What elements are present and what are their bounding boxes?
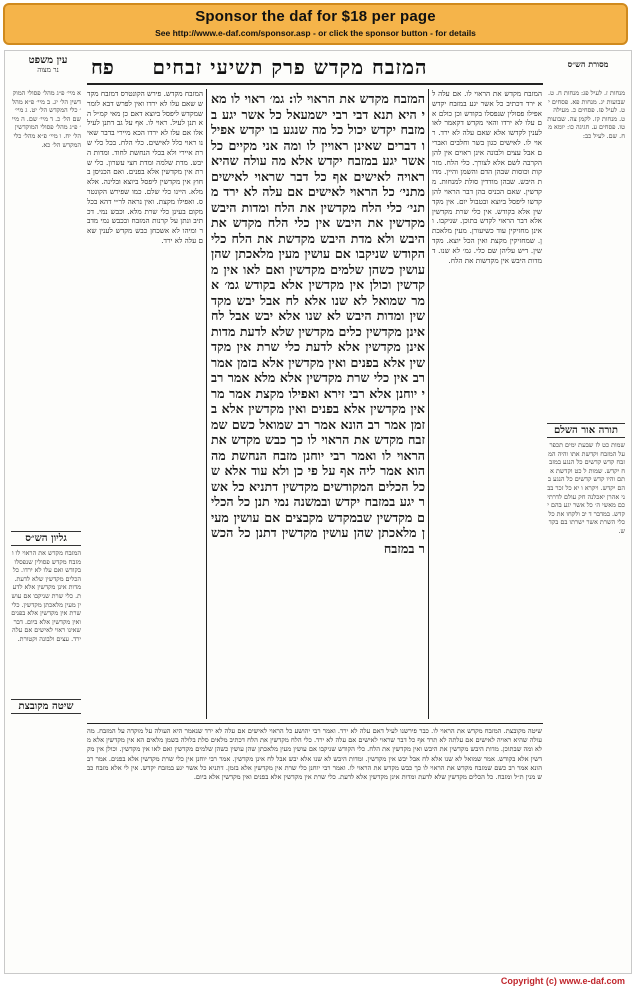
left-margin-references: א מיי׳ פ״ג מהל׳ פסולי המוקדשין הל׳ יג. ב מיי׳ פ״א מהל׳ כלי המקדש הל׳ יט. ג מיי׳ שם הל׳ כ. ד מיי׳ שם. ה מיי׳ פ״ג מהל׳ פסולי המוקדשין הל׳ יח. ו מיי׳ פ״א מהל׳ כלי המקדש הל׳ כא. (11, 89, 81, 149)
right-margin-masoret: מנחות ז. לעיל פג: מנחות ח. ט. שבועות יג. מנחות פא. פסחים יט. לעיל פז. פסחים כ. מעילה ט. מנחות קז. לקמן צה. שבועות טו. פסחים ע. חגיגה כו: יומא מח. שם. לעיל כב: (547, 89, 625, 140)
left-box-title-gilyon: גליון הש״ס (11, 531, 81, 546)
header-folio: פח (91, 55, 114, 79)
header-chapter-title: המזבח מקדש פרק תשיעי זבחים (152, 55, 428, 79)
sponsor-subtitle[interactable]: See http://www.e-daf.com/sponsor.asp - or click the sponsor button - for details (155, 28, 476, 38)
left-box-title-shita: שיטה מקובצת (11, 699, 81, 714)
column-divider-right (428, 89, 429, 719)
talmud-page-scan (4, 50, 632, 974)
header-ner-mitzvah: נר מצוה (37, 66, 59, 74)
copyright-link[interactable]: Copyright (c) www.e-daf.com (500, 976, 625, 986)
sponsor-title[interactable]: Sponsor the daf for $18 per page (195, 8, 436, 25)
left-margin-gilyon-text: המזבח מקדש את הראוי לו ומזבח מקדש פסולין שנפסלו בקודש ואם עלו לא ירדו. כל הכלים מקדשין שלא לדעת. מדות אינן מקדשין אלא לדעת. כלי שרת שניקבו אם עושין מעין מלאכתן מקדשין. כלי שרת אין מקדשין אלא בפנים ואין מקדשין אלא ביום. דבר שאינו ראוי לאישים אם עלה ירד. עצים ולבונה וקטורת. (11, 549, 81, 643)
tosafot-column: המזבח מקדש. פירש הקונטרס דמזבח מקדש שאם עלו לא ירדו ואין לפרש דבא לומר שמקדש ליפסל ביוצא דאם כן מאי קמ״ל הא תנן לעיל. ראוי לו. אף על גב דתנן לעיל אלו אם עלו לא ירדו הכא מיירי בדבר שאינו ראוי כלל לאישים. כלי הלח. בכל כלי שרת איירי ולא בכלי הנחשת לחוד. ומדות היבש. מדת שלמה ומדת חצי עשרון. כלי שרת אין מקדשין אלא בפנים. ואם הכניסן בחוץ אין מקדשין ליפסל ביוצא ובלינה. אלא מלא. היינו כלי שלם. כמו שפירש הקונטרס. ואפילו מקצת. ואין נראה לר״י דהא בכל מקום בעינן כלי שרת מלא. וכבש נמי. דכתיב ונתן על קרנות המזבח ובכבש נמי מדבר ומיהו לא אשכחן כבש מקדש לענין שאם עלה לא ירד. (87, 89, 203, 245)
rashi-column: המזבח מקדש את הראוי לו. אם עלה לא ירד דכתיב כל אשר יגע במזבח יקדש אפילו פסולין שנפסלו בקודש וכן כולם אם עלו לא ירדו והאי מקדש דקאמר לאו לענין לקדשו אלא שאם עלה לא ירד. ראוי לו. לאישים כגון בשר וחלבים ואברים אבל עצים ולבונה אינן ראוים אין להן הקרבה לשם אלא לצורך. כלי הלח. מזרקות וכוסות שבהן הדם והשמן והיין. מדות היבש. שבהן מודדין סולת למנחות. מקדשין. שאם הכניס בהן דבר הראוי להן קדשו ליפסל ביוצא ובטבול יום. אין מקדשין אלא בקודש. אין כלי שרת מקדשין אלא דבר הראוי לקדש בתוכן. שניקבו. ואינן מחזיקין עוד כשיעורן. מעין מלאכתן. שמחזיקין מקצת ואין הכל יוצא. מקדשין. דיש עליהן שם כלי. גמ׳ לא שנו. דמדות היבש אין מקדשות את הלח. (432, 89, 542, 265)
header-rule (87, 83, 543, 85)
sponsor-banner[interactable] (3, 3, 628, 45)
header-masoret-hashas: מסורת הש״ס (567, 59, 609, 69)
column-divider-left (206, 89, 207, 719)
header-ein-mishpat: עין משפט (28, 55, 68, 66)
gemara-main-text: המזבח מקדש את הראוי לו: גמ׳ ראוי לו מאי היא תנא דבי רבי ישמעאל כל אשר יגע במזבח יקדש יכול כל מה שנגע בו יקדש אפילו דברים שאינן ראויין לו ומה אני מקיים כל אשר יגע במזבח יקדש אלא מה עולה שהיא ראויה לאישים אף כל דבר שראוי לאישים מתני׳ כל הראוי לאישים אם עלה לא ירד מתני׳ כלי הלח מקדשין את הלח ומדות היבש מקדשין את היבש אין כלי הלח מקדש את היבש ולא מדת היבש מקדשת את הלח כלי הקודש שניקבו אם עושין מעין מלאכתן שהן עושין כשהן שלמים מקדשין ואם לאו אין מקדשין וכולן אין מקדשין אלא בקודש גמ׳ אמר שמואל לא שנו אלא לח אבל יבש מקדשין ומדות היבש לא שנו אלא יבש אבל לח אינן מקדשין כלים מקדשין שלא לדעת מדות אינן מקדשין אלא לדעת כלי שרת אין מקדשין אלא בפנים ואין מקדשין אלא בזמן אמר רב אין כלי שרת מקדשין אלא מלא אמר רבי יוחנן אלא רבי זירא ואפילו מקצת אמר מר אין מקדשין אלא בפנים ואין מקדשין אלא בזמן אמר רב הונא אמר רב שמואל כשם שמזבח מקדש את הראוי לו כך כבש מקדש את הראוי לו ואמר רבי יוחנן מזבח הנחשת מה הוא אמר ליה אף על פי כן ולא עוד אלא שכל הכלים המקודשים מקדשין דתניא כל אשר יגע במזבח יקדש ובמשנה נמי תנן כל הכלים מקדשין שבמקדש מקבצים אם עושין מעין מלאכתן שהן עושין מקדשין דתנן כל הכשר במזבח (211, 91, 425, 556)
right-margin-torah-or-text: שמות כט לז שבעת ימים תכפר על המזבח וקדשת אתו והיה המזבח קדש קדשים כל הנגע במזבח יקדש. שמות ל כט וקדשת אתם והיו קדש קדשים כל הנגע בהם יקדש. ויקרא ו יא כל זכר בבני אהרן יאכלנה חק עולם לדרתיכם מאשי ה׳ כל אשר יגע בהם יקדש. במדבר ד יב ולקחו את כל כלי השרת אשר ישרתו בם בקדש. (547, 441, 625, 535)
right-box-title-torah-or: תורה אור השלם (547, 423, 625, 438)
bottom-band-rule (87, 723, 543, 724)
bottom-commentary: שיטה מקובצת. המזבח מקדש את הראוי לו. כבר פירשנו לעיל דאם עלה לא ירד. ואמר רבי יהושע כל הראוי לאישים אם עלה לא ירד שנאמר היא העולה על מוקדה על המזבח. מה עולה שהיא ראויה לאישים אם עלתה לא תרד אף כל דבר שראוי לאישים אם עלה לא ירד. כלי הלח מקדשין את הלח דכתיב מלאים סלת בלולה בשמן מלאים הא אין מקדשין אלא מלא ומה שבתוכן. מדות היבש מקדשין את היבש ואין מקדשין את הלח. כלי הקודש שניקבו אם עושין מעין מלאכתן שהן עושין כשהן שלמים מקדשין ואם לאו אין מקדשין. וכולן אין מקדשין אלא בקודש. אמר שמואל לא שנו אלא לח אבל יבש אין מקדשין. ומדות היבש לא שנו אלא יבש אבל לח אינן מקדשין. אמר רבי יוחנן אין כלי שרת מקדשין אלא בפנים. אמר רב הונא אמר רב כשם שמזבח מקדש את הראוי לו כך כבש מקדש את הראוי לו. ואמר רבי יוחנן כלי שרת אין מקדשין אלא בזמן. דתניא כל אשר יגע במזבח יקדש. אין לי אלא מזבח כבש מנין ת״ל ומזבח. כל הכלים מקדשין שלא לדעת ומדות אינן מקדשין אלא לדעת. כלי שרת אין מקדשין אלא בפנים ואין מקדשין אלא ביום. (87, 727, 542, 782)
